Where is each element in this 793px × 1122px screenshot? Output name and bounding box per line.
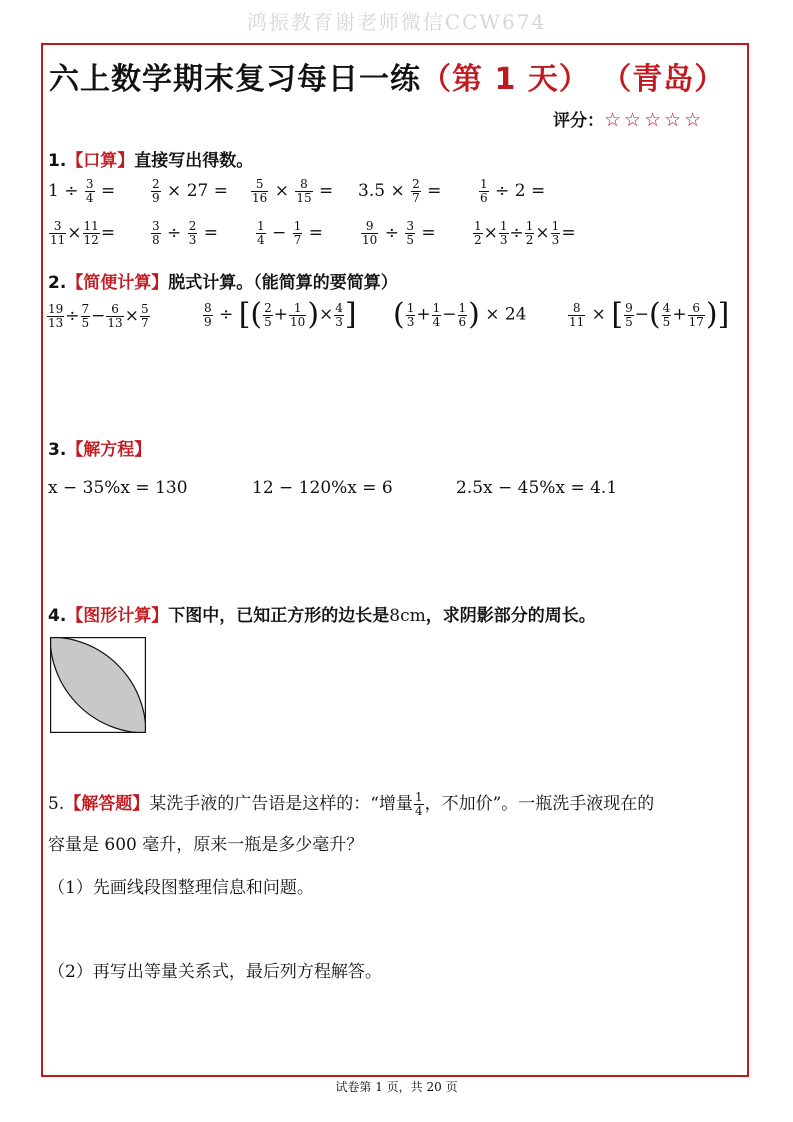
q5-heading: 5.【解答题】某洗手液的广告语是这样的：“增量 $\frac{1}{4}$ ，不加价”。一瓶洗手液现在的 xyxy=(48,790,655,818)
q5-text-a: 某洗手液的广告语是这样的：“增量 xyxy=(149,794,413,814)
q1-item-4: 3.5 × $\frac{2}{7}$ = xyxy=(358,177,442,205)
q5-line-2: 容量是 600 毫升，原来一瓶是多少毫升？ xyxy=(48,835,364,855)
q1-item-2: $\frac{2}{9}$ × 27 = xyxy=(152,177,228,205)
page-footer: 试卷第 1 页，共 20 页 xyxy=(335,1080,458,1094)
q4-length: 8cm xyxy=(389,606,426,626)
page-title xyxy=(49,54,725,98)
q1-tag: 【口算】 xyxy=(66,151,135,171)
q5-text-b: ，不加价”。一瓶洗手液现在的 xyxy=(424,794,655,814)
q2-number: 2. xyxy=(48,273,67,293)
q1-item-3: $\frac{5}{16}$ × $\frac{8}{15}$ = xyxy=(252,177,334,205)
q3-equation-1: x − 35%x = 130 xyxy=(48,478,188,498)
q5-sub-2: （2）再写出等量关系式，最后列方程解答。 xyxy=(48,962,382,982)
q4-heading xyxy=(48,601,596,626)
q3-number: 3. xyxy=(48,440,67,460)
q3-equation-2: 12 − 120%x = 6 xyxy=(252,478,393,498)
shaded-square-figure xyxy=(50,637,146,733)
title-region: （青岛） xyxy=(601,62,726,97)
q1-number: 1. xyxy=(48,151,67,171)
q2-heading xyxy=(48,268,398,293)
title-day: （第 1 天） xyxy=(421,62,590,97)
q5-tag: 【解答题】 xyxy=(64,794,150,814)
q1-item-9: $\frac{9}{10}$ ÷ $\frac{3}{5}$ = xyxy=(362,219,436,247)
q1-item-7: $\frac{3}{8}$ ÷ $\frac{2}{3}$ = xyxy=(152,219,218,247)
q2-tag: 【简便计算】 xyxy=(66,273,169,293)
score-label: 评分： xyxy=(553,111,604,131)
q5-sub-1: （1）先画线段图整理信息和问题。 xyxy=(48,878,314,898)
q1-item-10: $\frac{1}{2}$ × $\frac{1}{3}$ ÷ $\frac{1}{2}$ × $\frac{1}{3}$ = xyxy=(474,219,576,247)
watermark: 鸿振教育谢老师微信CCW674 xyxy=(246,10,547,34)
score-rating xyxy=(553,106,704,131)
q3-equation-3: 2.5x − 45%x = 4.1 xyxy=(456,478,618,498)
q2-expr-1: $\frac{19}{13}$ ÷ $\frac{7}{5}$ − $\frac{6}{13}$ × $\frac{5}{7}$ xyxy=(48,302,149,330)
q2-expr-2: $\frac{8}{9}$ ÷ [( $\frac{2}{5}$ + $\frac{1}{10}$ )× $\frac{4}{3}$ ] xyxy=(204,297,357,332)
q1-item-5: $\frac{1}{6}$ ÷ 2 = xyxy=(480,177,546,205)
star-rating[interactable]: ☆☆☆☆☆ xyxy=(604,109,705,131)
title-main: 六上数学期末复习每日一练 xyxy=(49,62,421,97)
q2-expr-4: $\frac{8}{11}$ × [ $\frac{9}{5}$ −( $\frac{4}{5}$ + $\frac{6}{17}$ )] xyxy=(569,297,730,332)
q4-text-b: ，求阴影部分的周长。 xyxy=(425,606,596,626)
q3-tag: 【解方程】 xyxy=(66,440,152,460)
q1-heading xyxy=(48,146,253,171)
q1-item-6: $\frac{3}{11}$ × $\frac{11}{12}$ = xyxy=(50,219,116,247)
q1-item-1: 1 ÷ $\frac{3}{4}$ = xyxy=(48,177,116,205)
q4-text-a: 下图中，已知正方形的边长是 xyxy=(168,606,390,626)
q4-tag: 【图形计算】 xyxy=(66,606,169,626)
q5-number: 5. xyxy=(48,794,65,814)
q3-heading xyxy=(48,435,151,460)
shaded-region xyxy=(50,637,146,733)
q4-number: 4. xyxy=(48,606,67,626)
q1-text: 直接写出得数。 xyxy=(134,151,254,171)
q1-item-8: $\frac{1}{4}$ − $\frac{1}{7}$ = xyxy=(257,219,323,247)
q2-expr-3: ( $\frac{1}{3}$ + $\frac{1}{4}$ − $\frac{1}{6}$ ) × 24 xyxy=(393,297,527,332)
q2-text: 脱式计算。（能简算的要简算） xyxy=(168,273,398,293)
